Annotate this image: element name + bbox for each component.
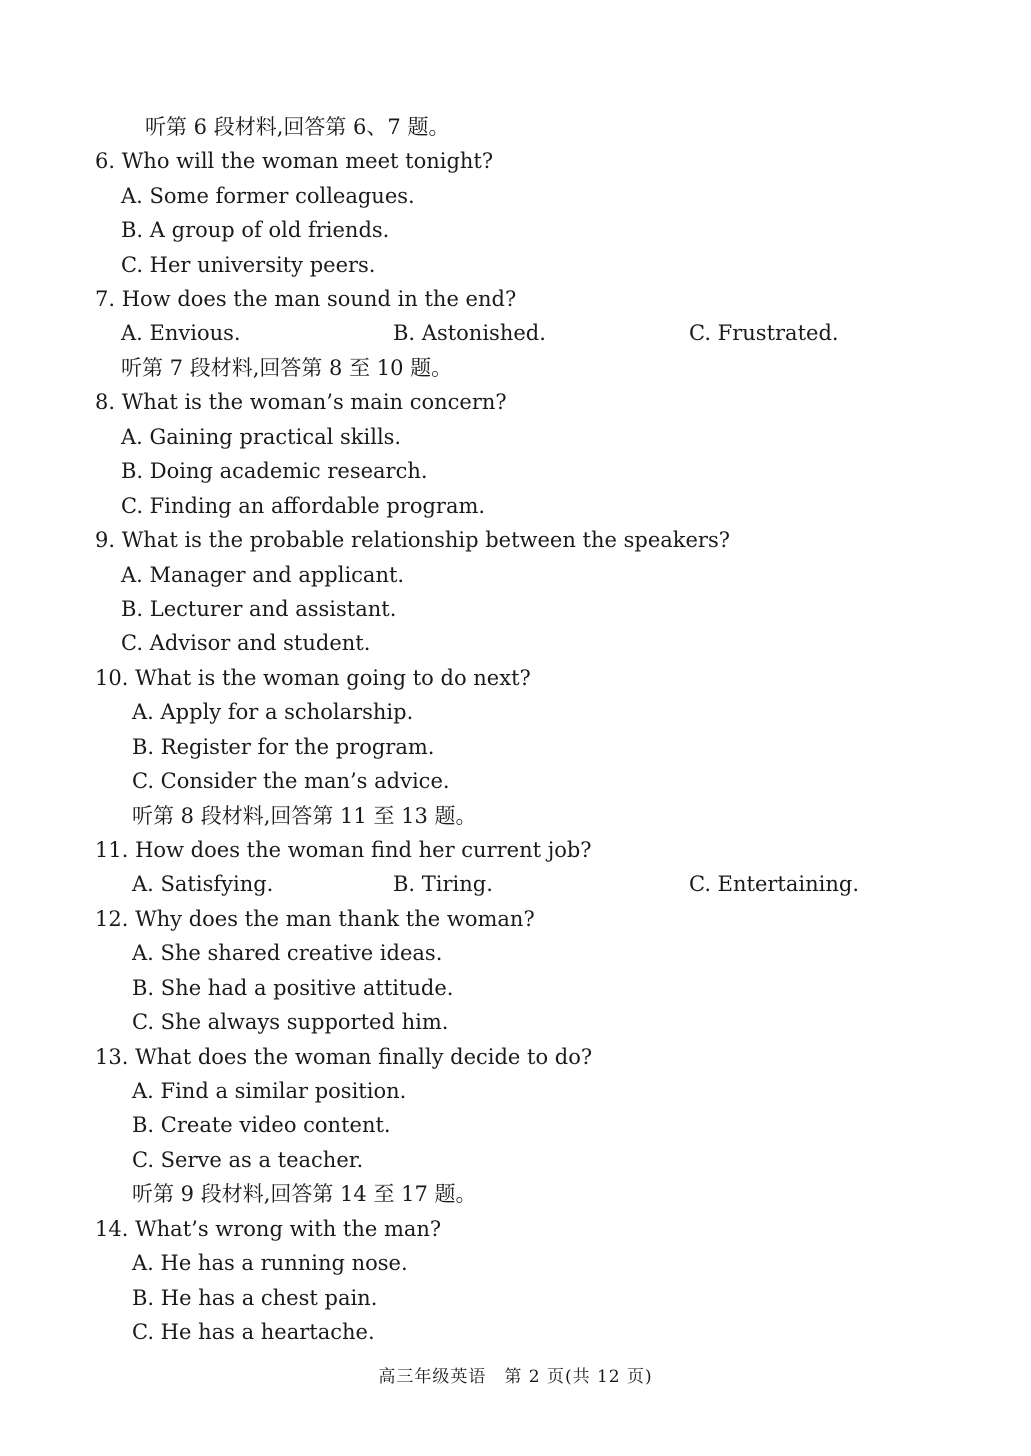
q12-option-c: C. She always supported him.: [132, 1010, 449, 1034]
q8-option-c: C. Finding an affordable program.: [121, 494, 486, 518]
q11-option-a: A. Satisfying.: [132, 872, 274, 896]
q9-option-a: A. Manager and applicant.: [121, 563, 405, 587]
section-heading-7: 听第 7 段材料,回答第 8 至 10 题。: [121, 356, 453, 380]
question-11: 11. How does the woman find her current job?: [95, 838, 592, 862]
page-footer: 高三年级英语 第 2 页(共 12 页): [378, 1367, 653, 1387]
question-14: 14. What’s wrong with the man?: [95, 1217, 442, 1241]
q12-option-b: B. She had a positive attitude.: [132, 976, 454, 1000]
q13-option-a: A. Find a similar position.: [132, 1079, 407, 1103]
q14-option-b: B. He has a chest pain.: [132, 1286, 378, 1310]
q7-option-b: B. Astonished.: [393, 321, 546, 345]
question-6: 6. Who will the woman meet tonight?: [95, 149, 494, 173]
question-13: 13. What does the woman finally decide to do?: [95, 1045, 593, 1069]
q13-option-c: C. Serve as a teacher.: [132, 1148, 364, 1172]
q6-option-c: C. Her university peers.: [121, 253, 376, 277]
q8-option-b: B. Doing academic research.: [121, 459, 428, 483]
q7-option-a: A. Envious.: [121, 321, 241, 345]
question-12: 12. Why does the man thank the woman?: [95, 907, 535, 931]
q9-option-b: B. Lecturer and assistant.: [121, 597, 397, 621]
q10-option-a: A. Apply for a scholarship.: [132, 700, 414, 724]
q6-option-b: B. A group of old friends.: [121, 218, 390, 242]
q8-option-a: A. Gaining practical skills.: [121, 425, 402, 449]
section-heading-8: 听第 8 段材料,回答第 11 至 13 题。: [132, 804, 477, 828]
question-9: 9. What is the probable relationship between the speakers?: [95, 528, 731, 552]
q10-option-b: B. Register for the program.: [132, 735, 435, 759]
question-7: 7. How does the man sound in the end?: [95, 287, 517, 311]
q11-option-c: C. Entertaining.: [689, 872, 859, 896]
q10-option-c: C. Consider the man’s advice.: [132, 769, 450, 793]
q6-option-a: A. Some former colleagues.: [121, 184, 415, 208]
q7-option-c: C. Frustrated.: [689, 321, 839, 345]
q13-option-b: B. Create video content.: [132, 1113, 391, 1137]
question-8: 8. What is the woman’s main concern?: [95, 390, 507, 414]
question-10: 10. What is the woman going to do next?: [95, 666, 531, 690]
q14-option-a: A. He has a running nose.: [132, 1251, 408, 1275]
section-heading-9: 听第 9 段材料,回答第 14 至 17 题。: [132, 1182, 477, 1206]
section-heading-6: 听第 6 段材料,回答第 6、7 题。: [145, 115, 450, 139]
q14-option-c: C. He has a heartache.: [132, 1320, 375, 1344]
q9-option-c: C. Advisor and student.: [121, 631, 371, 655]
q12-option-a: A. She shared creative ideas.: [132, 941, 443, 965]
q11-option-b: B. Tiring.: [393, 872, 493, 896]
